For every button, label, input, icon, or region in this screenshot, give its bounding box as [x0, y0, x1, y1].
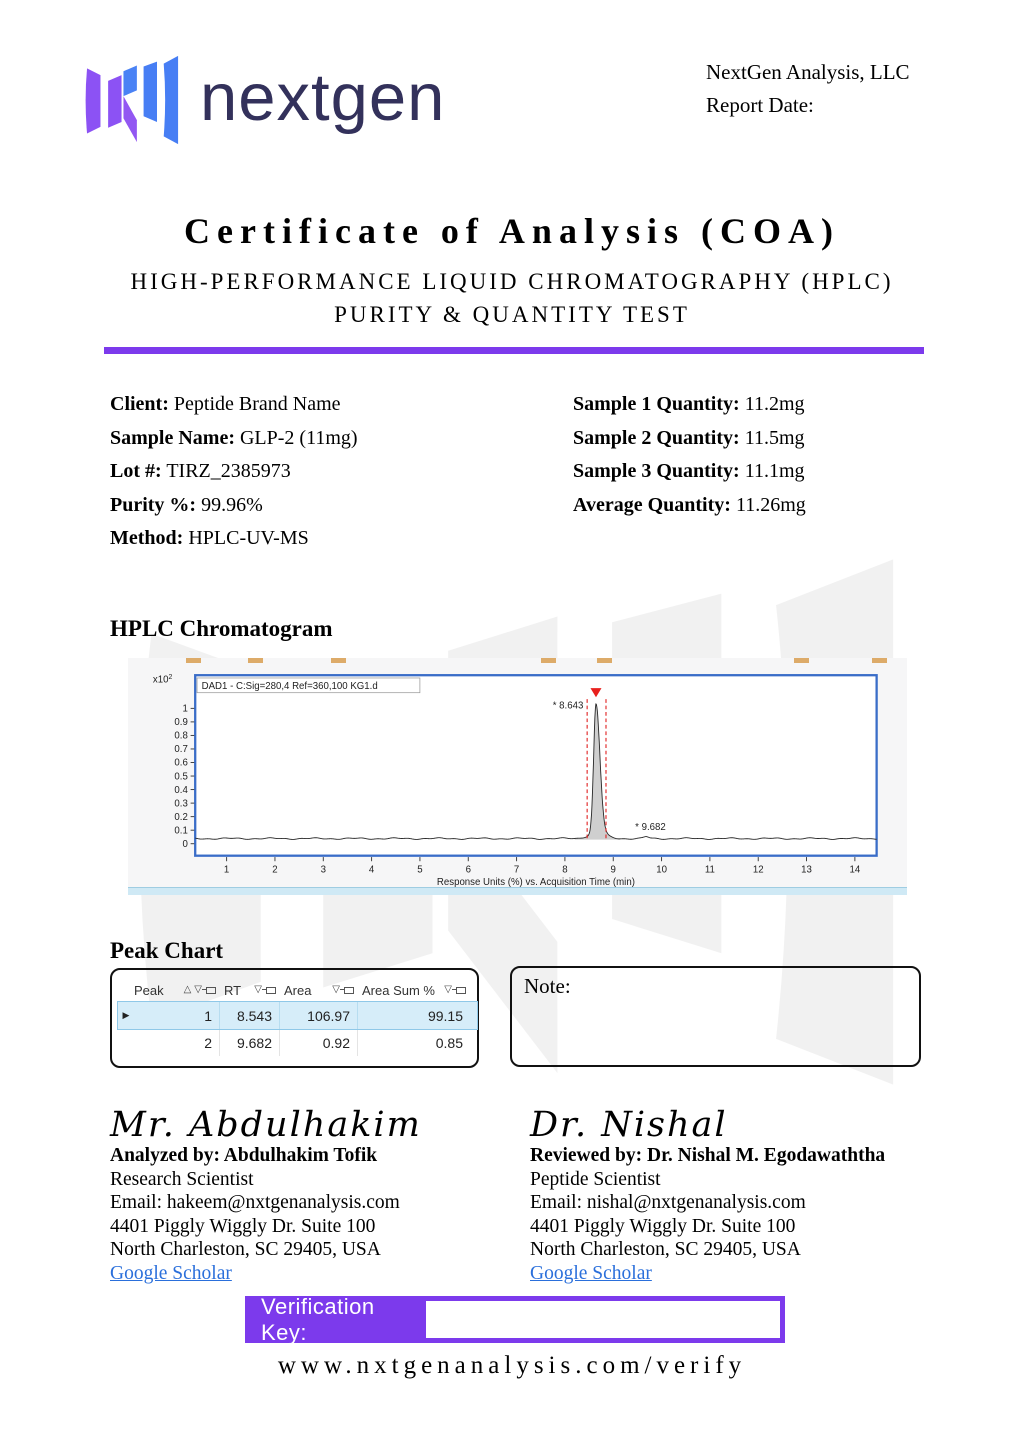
col-area: Area: [284, 982, 312, 998]
analyst-address2: North Charleston, SC 29405, USA: [110, 1239, 381, 1260]
x-axis-label: Response Units (%) vs. Acquisition Time (min): [436, 877, 635, 887]
y-tick-label: 0.5: [174, 771, 188, 783]
x-tick-label: 3: [320, 864, 326, 876]
col-peak: Peak: [134, 982, 164, 998]
note-label: Note:: [524, 974, 571, 998]
x-tick-label: 6: [465, 864, 471, 876]
cell-area-sum: 99.15: [427, 1007, 463, 1024]
cropped-toolbar-fragment: [186, 658, 201, 663]
y-tick-label: 0.4: [174, 784, 188, 796]
info-row: Average Quantity: 11.26mg: [573, 493, 806, 516]
table-row: [118, 1029, 477, 1056]
analyzed-by: Analyzed by: Abdulhakim Tofik: [110, 1145, 378, 1166]
info-row: Sample 2 Quantity: 11.5mg: [573, 426, 805, 449]
reviewed-by: Reviewed by: Dr. Nishal M. Egodawaththa: [530, 1145, 886, 1166]
pin-icon[interactable]: [456, 987, 466, 994]
x-tick-label: 2: [272, 864, 278, 876]
y-tick-label: 0.7: [174, 744, 188, 756]
y-axis-multiplier: $x10^2$: [152, 673, 173, 686]
chromatogram-heading: HPLC Chromatogram: [110, 616, 333, 641]
x-tick-label: 13: [801, 864, 812, 876]
filter-icon[interactable]: ▽: [332, 984, 340, 995]
y-tick-label: 0.8: [174, 730, 188, 742]
nextgen-logo: [84, 54, 445, 146]
verification-bar: [245, 1293, 785, 1345]
trace-title: DAD1 - C:Sig=280,4 Ref=360,100 KG1.d: [201, 681, 378, 693]
logo-wordmark: nextgen: [200, 59, 446, 135]
y-tick-label: 0.6: [174, 757, 188, 769]
y-tick-label: 1: [182, 703, 188, 715]
y-tick-label: 0: [182, 838, 188, 850]
info-row: Method: HPLC-UV-MS: [110, 527, 309, 549]
peak-table-header: [118, 978, 477, 1002]
cell-area: 0.92: [280, 1029, 358, 1056]
info-row: Sample 3 Quantity: 11.1mg: [573, 460, 805, 482]
pin-icon[interactable]: [266, 987, 276, 994]
y-tick-label: 0.9: [174, 717, 188, 729]
chromatogram-panel: [128, 658, 907, 887]
reviewer-signature: Dr. Nishal: [530, 1105, 728, 1145]
reviewer-address1: 4401 Piggly Wiggly Dr. Suite 100: [530, 1215, 796, 1237]
google-scholar-link[interactable]: Google Scholar: [110, 1262, 232, 1284]
report-date-label: Report Date:: [706, 93, 814, 117]
chromatogram-bottom-strip: [128, 887, 907, 895]
sample-info-left: [110, 388, 358, 556]
cell-rt: 9.682: [220, 1029, 280, 1056]
cropped-toolbar-fragment: [248, 658, 263, 663]
cropped-toolbar-fragment: [872, 658, 887, 663]
reviewer-signature-block: [530, 1106, 940, 1285]
analyst-signature-block: [110, 1106, 520, 1285]
subtitle-line1: HIGH-PERFORMANCE LIQUID CHROMATOGRAPHY (HPLC): [130, 269, 894, 294]
plot-frame: [195, 675, 876, 855]
subtitle-line2: PURITY & QUANTITY TEST: [334, 302, 690, 327]
analyst-address1: 4401 Piggly Wiggly Dr. Suite 100: [110, 1215, 376, 1237]
table-row: [118, 1002, 477, 1029]
x-tick-label: 11: [704, 864, 715, 876]
filter-icon[interactable]: ▽: [194, 984, 202, 995]
cell-area: 106.97: [280, 1002, 358, 1029]
divider-rule: [104, 347, 924, 354]
x-tick-label: 7: [513, 864, 520, 876]
pin-icon[interactable]: [206, 987, 216, 994]
page-title: Certificate of Analysis (COA): [184, 211, 840, 251]
cropped-toolbar-fragment: [331, 658, 346, 663]
analyst-signature: Mr. Abdulhakim: [110, 1105, 422, 1145]
filter-icon[interactable]: ▽: [254, 984, 262, 995]
peak-chart-heading: Peak Chart: [110, 938, 224, 963]
verification-key-label: Verification Key:: [261, 1293, 375, 1345]
peak-table: [110, 968, 479, 1068]
info-row: Purity %: 99.96%: [110, 493, 263, 516]
col-area-sum: Area Sum %: [362, 982, 435, 998]
cell-area-sum: 0.85: [435, 1034, 463, 1051]
pin-icon[interactable]: [344, 987, 354, 994]
cropped-toolbar-fragment: [597, 658, 612, 663]
info-row: Lot #: TIRZ_2385973: [110, 460, 291, 482]
peak-label: * 9.682: [635, 821, 666, 833]
x-tick-label: 1: [223, 864, 230, 876]
nextgen-logo-icon: [84, 54, 184, 146]
analyst-role: Research Scientist: [110, 1168, 254, 1190]
x-tick-label: 12: [752, 864, 764, 876]
info-row: Sample 1 Quantity: 11.2mg: [573, 393, 805, 415]
analyst-email: Email: hakeem@nxtgenanalysis.com: [110, 1192, 400, 1213]
info-row: Sample Name: GLP-2 (11mg): [110, 426, 358, 449]
filter-icon[interactable]: ▽: [444, 984, 452, 995]
cropped-toolbar-fragment: [541, 658, 556, 663]
info-row: Client: Peptide Brand Name: [110, 393, 341, 415]
verification-key-input[interactable]: [426, 1301, 780, 1338]
cell-peak: 1: [134, 1002, 220, 1029]
note-box: [510, 966, 921, 1067]
y-tick-label: 0.2: [174, 811, 188, 823]
col-rt: RT: [224, 982, 242, 998]
y-tick-label: 0.1: [174, 825, 188, 837]
x-tick-label: 4: [368, 864, 375, 876]
reviewer-address2: North Charleston, SC 29405, USA: [530, 1239, 801, 1260]
cell-peak: 2: [134, 1029, 220, 1056]
selected-row-marker: ▶: [122, 1010, 130, 1020]
reviewer-email: Email: nishal@nxtgenanalysis.com: [530, 1192, 806, 1213]
peak-label: * 8.643: [552, 700, 584, 712]
sample-info-right: [573, 388, 806, 522]
sort-icon[interactable]: △: [183, 984, 192, 995]
x-tick-label: 5: [417, 864, 423, 876]
chromatogram-plot: [128, 666, 907, 887]
x-tick-label: 14: [849, 864, 861, 876]
cropped-toolbar-fragment: [794, 658, 809, 663]
reviewer-role: Peptide Scientist: [530, 1168, 661, 1190]
x-tick-label: 9: [610, 864, 616, 876]
company-header: [706, 56, 910, 122]
cell-rt: 8.543: [220, 1002, 280, 1029]
google-scholar-link[interactable]: Google Scholar: [530, 1262, 652, 1284]
y-tick-label: 0.3: [174, 798, 188, 810]
company-name: NextGen Analysis, LLC: [706, 60, 910, 84]
x-tick-label: 10: [656, 864, 667, 876]
verify-url: www.nxtgenanalysis.com/verify: [277, 1352, 747, 1379]
x-tick-label: 8: [562, 864, 568, 876]
